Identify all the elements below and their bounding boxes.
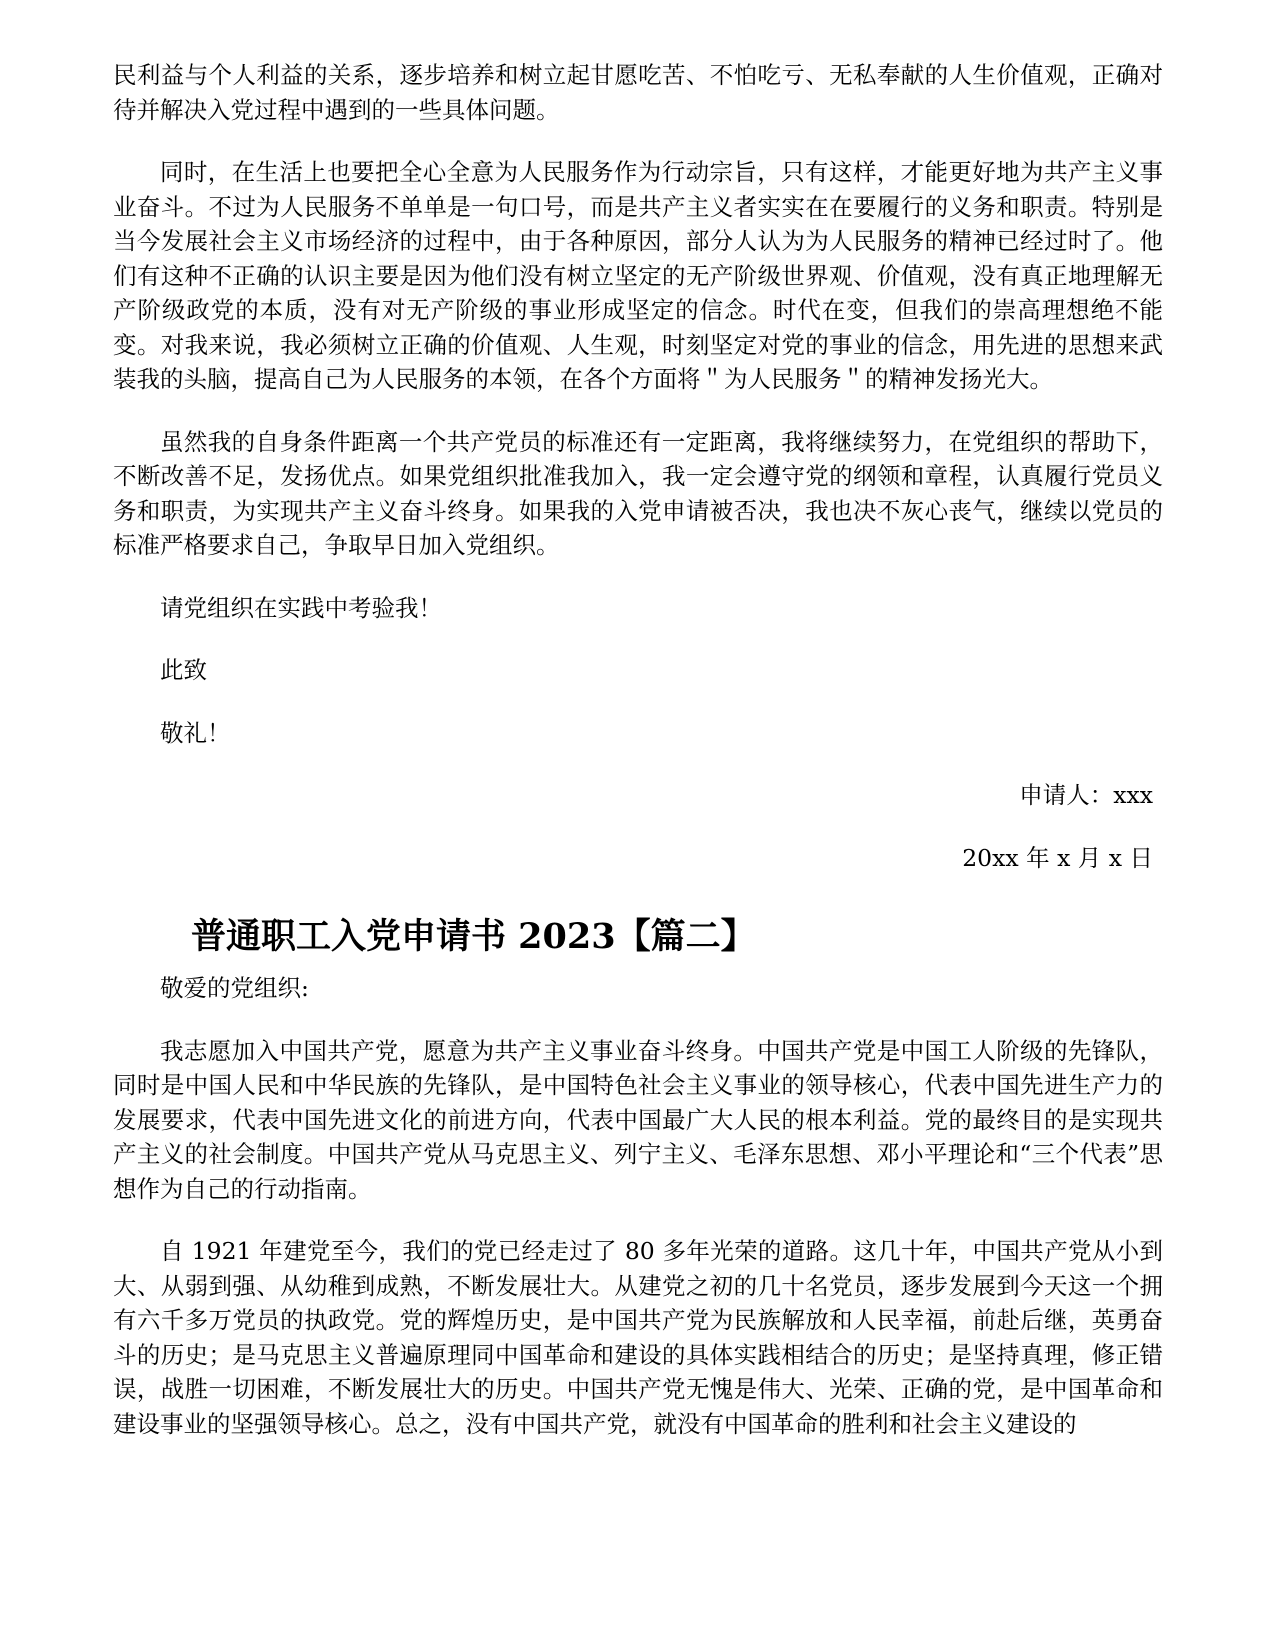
salutation: 敬爱的党组织:: [160, 974, 309, 1002]
paragraph-commitment: 虽然我的自身条件距离一个共产党员的标准还有一定距离，我将继续努力，在党组织的帮助下，不断改善不足，发扬优点。如果党组织批准我加入，我一定会遵守党的纲领和章程，认真履行党员义务和职责，为实现共产主义奋斗终身。如果我的入党申请被否决，我也决不灰心丧气，继续以党员的标准严格要求自己，争取早日加入党组织。: [113, 427, 1163, 559]
closing-jingli: 敬礼！: [160, 718, 231, 747]
application-date: 20xx 年 x 月 x 日: [962, 843, 1153, 872]
paragraph-request-test: 请党组织在实践中考验我！: [160, 593, 442, 622]
closing-cizhi: 此致: [160, 656, 207, 684]
paragraph-volunteer: 我志愿加入中国共产党，愿意为共产主义事业奋斗终身。中国共产党是中国工人阶级的先锋队，同时是中国人民和中华民族的先锋队，是中国特色社会主义事业的领导核心，代表中国先进生产力的发展要求，代表中国先进文化的前进方向，代表中国最广大人民的根本利益。党的最终目的是实现共产主义的社会制度。中国共产党从马克思主义、列宁主义、毛泽东思想、邓小平理论和“三个代表”思想作为自己的行动指南。: [113, 1036, 1163, 1203]
applicant-signature: 申请人：xxx: [1019, 781, 1153, 809]
document-page: [113, 58, 1163, 1441]
paragraph-continued: 民利益与个人利益的关系，逐步培养和树立起甘愿吃苦、不怕吃亏、无私奉献的人生价值观，正确对待并解决入党过程中遇到的一些具体问题。: [113, 61, 1163, 124]
section-heading: 普通职工入党申请书 2023【篇二】: [191, 916, 756, 957]
paragraph-serve-people: 同时，在生活上也要把全心全意为人民服务作为行动宗旨，只有这样，才能更好地为共产主义事业奋斗。不过为人民服务不单单是一句口号，而是共产主义者实实在在要履行的义务和职责。特别是当今发展社会主义市场经济的过程中，由于各种原因，部分人认为为人民服务的精神已经过时了。他们有这种不正确的认识主要是因为他们没有树立坚定的无产阶级世界观、价值观，没有真正地理解无产阶级政党的本质，没有对无产阶级的事业形成坚定的信念。时代在变，但我们的崇高理想绝不能变。对我来说，我必须树立正确的价值观、人生观，时刻坚定对党的事业的信念，用先进的思想来武装我的头脑，提高自己为人民服务的本领，在各个方面将＂为人民服务＂的精神发扬光大。: [113, 158, 1163, 393]
paragraph-party-history: 自 1921 年建党至今，我们的党已经走过了 80 多年光荣的道路。这几十年，中国共产党从小到大、从弱到强、从幼稚到成熟，不断发展壮大。从建党之初的几十名党员，逐步发展到今天这一个拥有六千多万党员的执政党。党的辉煌历史，是中国共产党为民族解放和人民幸福，前赴后继，英勇奋斗的历史；是马克思主义普遍原理同中国革命和建设的具体实践相结合的历史；是坚持真理，修正错误，战胜一切困难，不断发展壮大的历史。中国共产党无愧是伟大、光荣、正确的党，是中国革命和建设事业的坚强领导核心。总之，没有中国共产党，就没有中国革命的胜利和社会主义建设的: [113, 1237, 1163, 1438]
